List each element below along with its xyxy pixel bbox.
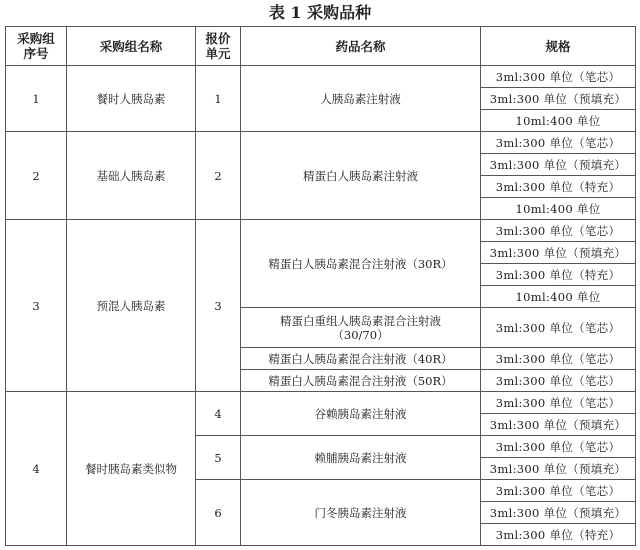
- unit-cell: 5: [196, 436, 241, 480]
- spec-cell: 10ml:400 单位: [481, 286, 636, 308]
- group-no-cell: 4: [6, 392, 67, 546]
- group-name-cell: 餐时人胰岛素: [67, 66, 196, 132]
- spec-cell: 3ml:300 单位（笔芯）: [481, 220, 636, 242]
- drug-name-cell: 人胰岛素注射液: [241, 66, 481, 132]
- drug-name-cell: 精蛋白人胰岛素混合注射液（30R）: [241, 220, 481, 308]
- header-group-no: 采购组 序号: [6, 27, 67, 66]
- group-name-cell: 餐时胰岛素类似物: [67, 392, 196, 546]
- table-title: 表 1 采购品种: [268, 3, 372, 22]
- table-row: [6, 66, 636, 88]
- spec-cell: 10ml:400 单位: [481, 110, 636, 132]
- procurement-table: [5, 26, 636, 546]
- drug-name-cell: 精蛋白人胰岛素注射液: [241, 132, 481, 220]
- spec-cell: 3ml:300 单位（预填充）: [481, 154, 636, 176]
- spec-cell: 3ml:300 单位（预填充）: [481, 502, 636, 524]
- spec-cell: 3ml:300 单位（预填充）: [481, 242, 636, 264]
- group-name-cell: 基础人胰岛素: [67, 132, 196, 220]
- drug-name-cell: 精蛋白重组人胰岛素混合注射液 （30/70）: [241, 308, 481, 348]
- table-row: [6, 392, 636, 414]
- group-no-cell: 3: [6, 220, 67, 392]
- header-group-name: 采购组名称: [67, 27, 196, 66]
- drug-name-cell: 谷赖胰岛素注射液: [241, 392, 481, 436]
- unit-cell: 2: [196, 132, 241, 220]
- spec-cell: 3ml:300 单位（笔芯）: [481, 436, 636, 458]
- header-unit: 报价 单元: [196, 27, 241, 66]
- table-row: [6, 132, 636, 154]
- header-drug: 药品名称: [241, 27, 481, 66]
- drug-name-cell: 门冬胰岛素注射液: [241, 480, 481, 546]
- unit-cell: 6: [196, 480, 241, 546]
- spec-cell: 3ml:300 单位（笔芯）: [481, 66, 636, 88]
- spec-cell: 3ml:300 单位（预填充）: [481, 458, 636, 480]
- table-body: [6, 66, 636, 546]
- header-spec: 规格: [481, 27, 636, 66]
- table-row: [6, 220, 636, 242]
- spec-cell: 3ml:300 单位（预填充）: [481, 414, 636, 436]
- group-no-cell: 2: [6, 132, 67, 220]
- unit-cell: 1: [196, 66, 241, 132]
- spec-cell: 3ml:300 单位（特充）: [481, 264, 636, 286]
- group-name-cell: 预混人胰岛素: [67, 220, 196, 392]
- spec-cell: 3ml:300 单位（笔芯）: [481, 132, 636, 154]
- drug-name-cell: 精蛋白人胰岛素混合注射液（50R）: [241, 370, 481, 392]
- spec-cell: 3ml:300 单位（预填充）: [481, 88, 636, 110]
- spec-cell: 3ml:300 单位（笔芯）: [481, 348, 636, 370]
- header-row: [6, 27, 636, 66]
- unit-cell: 4: [196, 392, 241, 436]
- spec-cell: 3ml:300 单位（特充）: [481, 524, 636, 546]
- drug-name-cell: 赖脯胰岛素注射液: [241, 436, 481, 480]
- spec-cell: 3ml:300 单位（笔芯）: [481, 392, 636, 414]
- group-no-cell: 1: [6, 66, 67, 132]
- spec-cell: 10ml:400 单位: [481, 198, 636, 220]
- unit-cell: 3: [196, 220, 241, 392]
- drug-name-cell: 精蛋白人胰岛素混合注射液（40R）: [241, 348, 481, 370]
- spec-cell: 3ml:300 单位（笔芯）: [481, 480, 636, 502]
- spec-cell: 3ml:300 单位（特充）: [481, 176, 636, 198]
- spec-cell: 3ml:300 单位（笔芯）: [481, 370, 636, 392]
- spec-cell: 3ml:300 单位（笔芯）: [481, 308, 636, 348]
